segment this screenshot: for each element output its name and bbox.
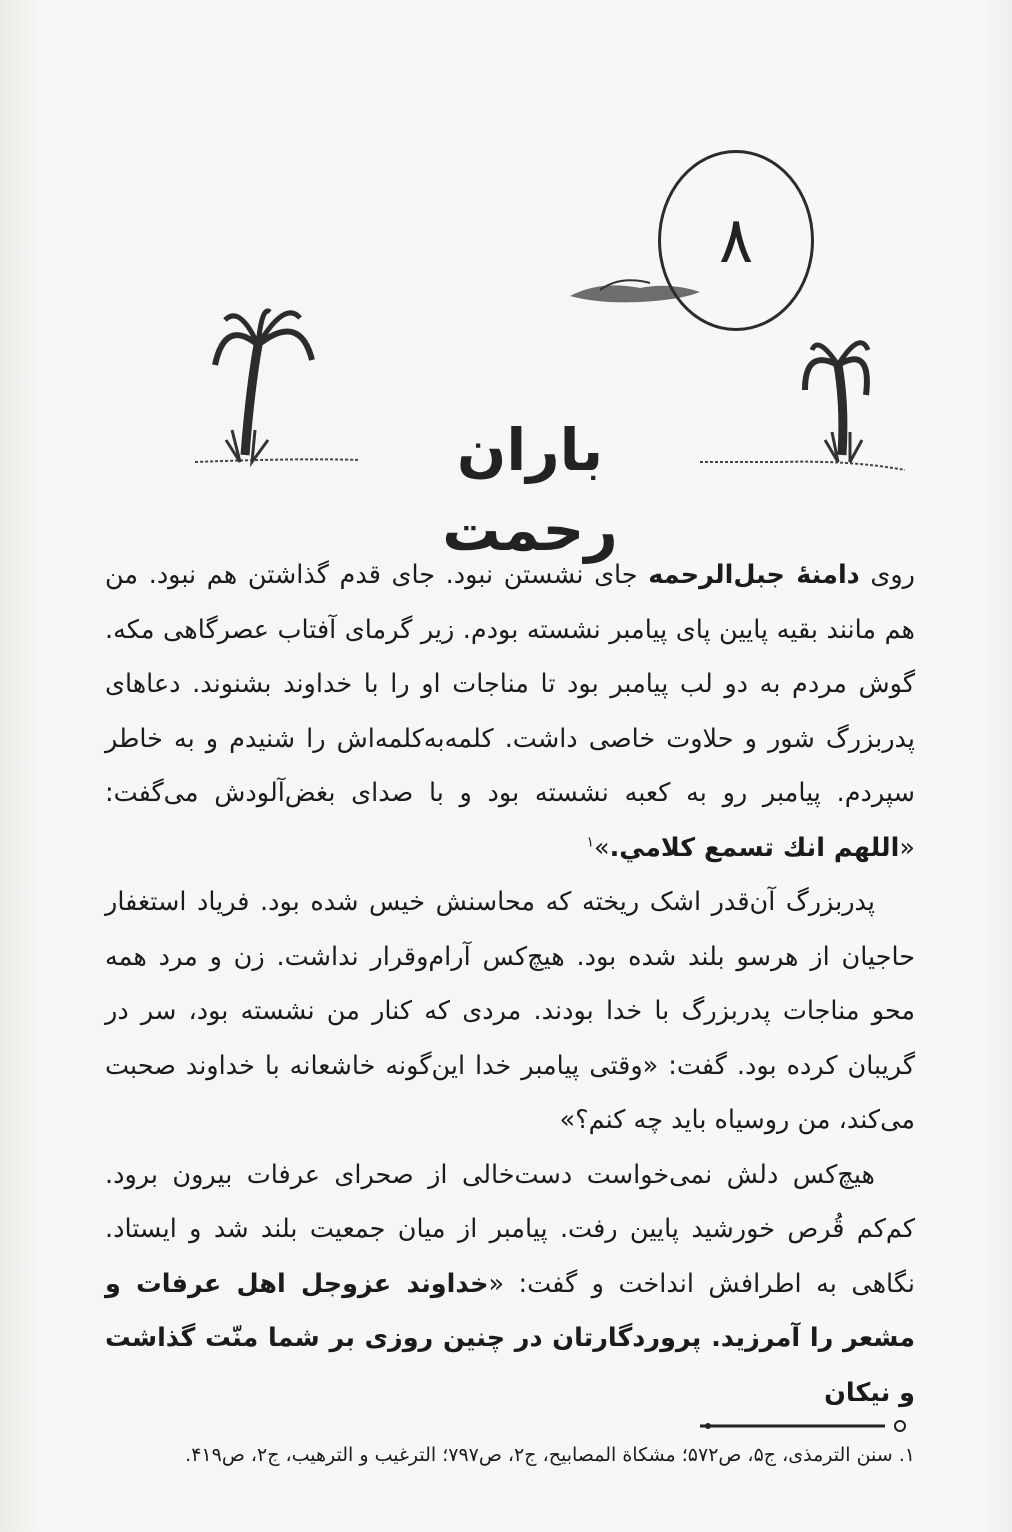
footnote-divider-icon bbox=[700, 1418, 915, 1434]
chapter-number-badge bbox=[658, 150, 814, 331]
paragraph bbox=[105, 1148, 915, 1421]
paragraph bbox=[105, 548, 915, 875]
text: پدربزرگ آن‌قدر اشک ریخته که محاسنش خیس شده بود. فریاد استغفار حاجیان از هرسو بلند شده بود. هیچ‌کس آرام‌وقرار نداشت. زن و مرد همه محو مناجات پدربزرگ با خدا بودند. مردی که کنار من نشسته بود، سر در گریبان کرده بود. گفت: «وقتی پیامبر خدا این‌گونه خاشعانه با خداوند صحبت می‌کند، من روسیاه باید چه کنم؟» bbox=[105, 887, 915, 1135]
chapter-number: ۸ bbox=[718, 203, 754, 278]
bold-text: اللهم انك تسمع كلامي. bbox=[609, 832, 900, 863]
text: هیچ‌کس دلش نمی‌خواست دست‌خالی از صحرای عرفات بیرون برود. کم‌کم قُرص خورشید پایین رفت. پیامبر از میان جمعیت بلند شد و ایستاد. نگاهی به اطرافش انداخت و گفت: « bbox=[105, 1159, 915, 1299]
text: روی bbox=[859, 560, 915, 590]
bold-text: دامنهٔ جبل‌الرحمه bbox=[648, 560, 860, 590]
chapter-body bbox=[105, 548, 915, 1420]
chapter-title: باران رحمت bbox=[442, 416, 618, 564]
footnote: ۱. سنن الترمذی، ج۵، ص۵۷۲؛ مشکاة المصابیح، ج۲، ص۷۹۷؛ الترغیب و الترهیب، ج۲، ص۴۱۹. bbox=[185, 1444, 915, 1466]
text: جای نشستن نبود. جای قدم گذاشتن هم نبود. من هم مانند بقیه پایین پای پیامبر نشسته بودم. زیر گرمای آفتاب عصرگاهی مکه. گوش مردم به دو لب پیامبر بود تا مناجات او را با خداوند بشنوند. دعاهای پدربزرگ شور و حلاوت خاصی داشت. کلمه‌به‌کلمه‌اش را شنیدم و به خاطر سپردم. پیامبر رو به کعبه نشسته بود و با صدای بغض‌آلودش می‌گفت: « bbox=[105, 560, 915, 863]
palm-tree-icon bbox=[805, 343, 868, 462]
bold-text: خداوند عزوجل اهل عرفات و مشعر را آمرزید. پروردگارتان در چنین روزی بر شما منّت گذاشت و نیکان bbox=[105, 1268, 915, 1408]
palm-tree-icon bbox=[215, 311, 312, 462]
footnote-marker: ۱ bbox=[586, 834, 595, 850]
text: » bbox=[594, 832, 610, 863]
paragraph bbox=[105, 875, 915, 1148]
